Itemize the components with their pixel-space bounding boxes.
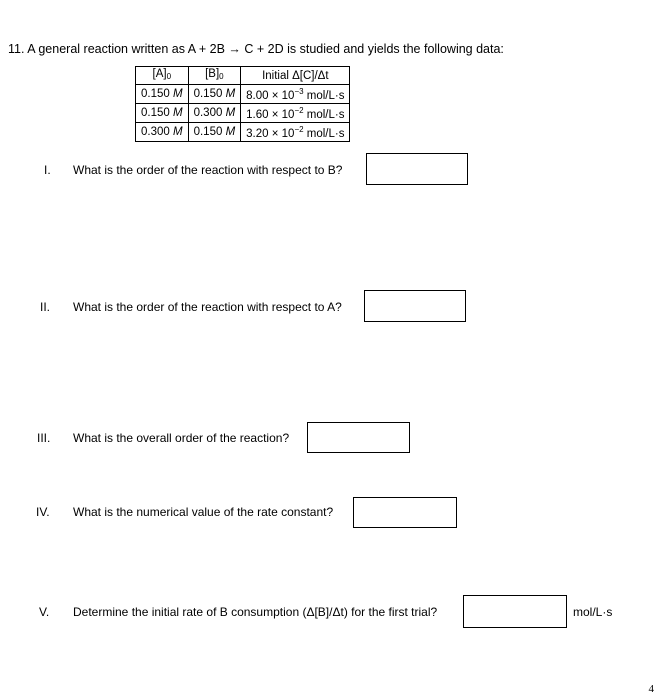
header-a-concentration: $[A]_0$ (136, 67, 189, 85)
answer-box-question-1[interactable] (366, 153, 468, 185)
table-row (136, 123, 350, 142)
question-5-numeral: V. (39, 605, 50, 619)
answer-unit-label: mol/L·s (573, 605, 613, 619)
cell-a-conc: 0.300 M (136, 123, 189, 142)
answer-box-question-3[interactable] (307, 422, 410, 453)
question-4-numeral: IV. (36, 505, 50, 519)
header-b-concentration: $[B]_0$ (188, 67, 241, 85)
table-row (136, 104, 350, 123)
question-1-text: What is the order of the reaction with respect to B? (73, 163, 343, 177)
answer-box-question-2[interactable] (364, 290, 466, 322)
cell-rate: $1.60 \times 10^{-2}$ mol/L·s (241, 104, 350, 123)
cell-rate: $8.00 \times 10^{-3}$ mol/L·s (241, 85, 350, 104)
cell-a-conc: 0.150 M (136, 104, 189, 123)
page-number: 4 (648, 683, 654, 695)
question-2-numeral: II. (40, 300, 51, 314)
question-5-text: Determine the initial rate of B consumption (Δ[B]/Δt) for the first trial? (73, 605, 438, 619)
question-3-numeral: III. (37, 431, 51, 445)
rate-data-table (135, 66, 350, 142)
question-1-numeral: I. (44, 163, 51, 177)
table-row (136, 85, 350, 104)
answer-box-question-4[interactable] (353, 497, 457, 528)
header-initial-rate: Initial Δ[C]/Δt (241, 67, 350, 85)
cell-b-conc: 0.300 M (188, 104, 241, 123)
answer-box-question-5[interactable] (463, 595, 567, 628)
cell-b-conc: 0.150 M (188, 85, 241, 104)
question-4-text: What is the numerical value of the rate constant? (73, 505, 334, 519)
problem-title: 11. A general reaction written as A + 2B → C + 2D is studied and yields the following data: (8, 42, 504, 56)
question-3-text: What is the overall order of the reaction? (73, 431, 290, 445)
cell-b-conc: 0.150 M (188, 123, 241, 142)
cell-rate: $3.20 \times 10^{-2}$ mol/L·s (241, 123, 350, 142)
table-header-row (136, 67, 350, 85)
question-2-text: What is the order of the reaction with respect to A? (73, 300, 342, 314)
cell-a-conc: 0.150 M (136, 85, 189, 104)
